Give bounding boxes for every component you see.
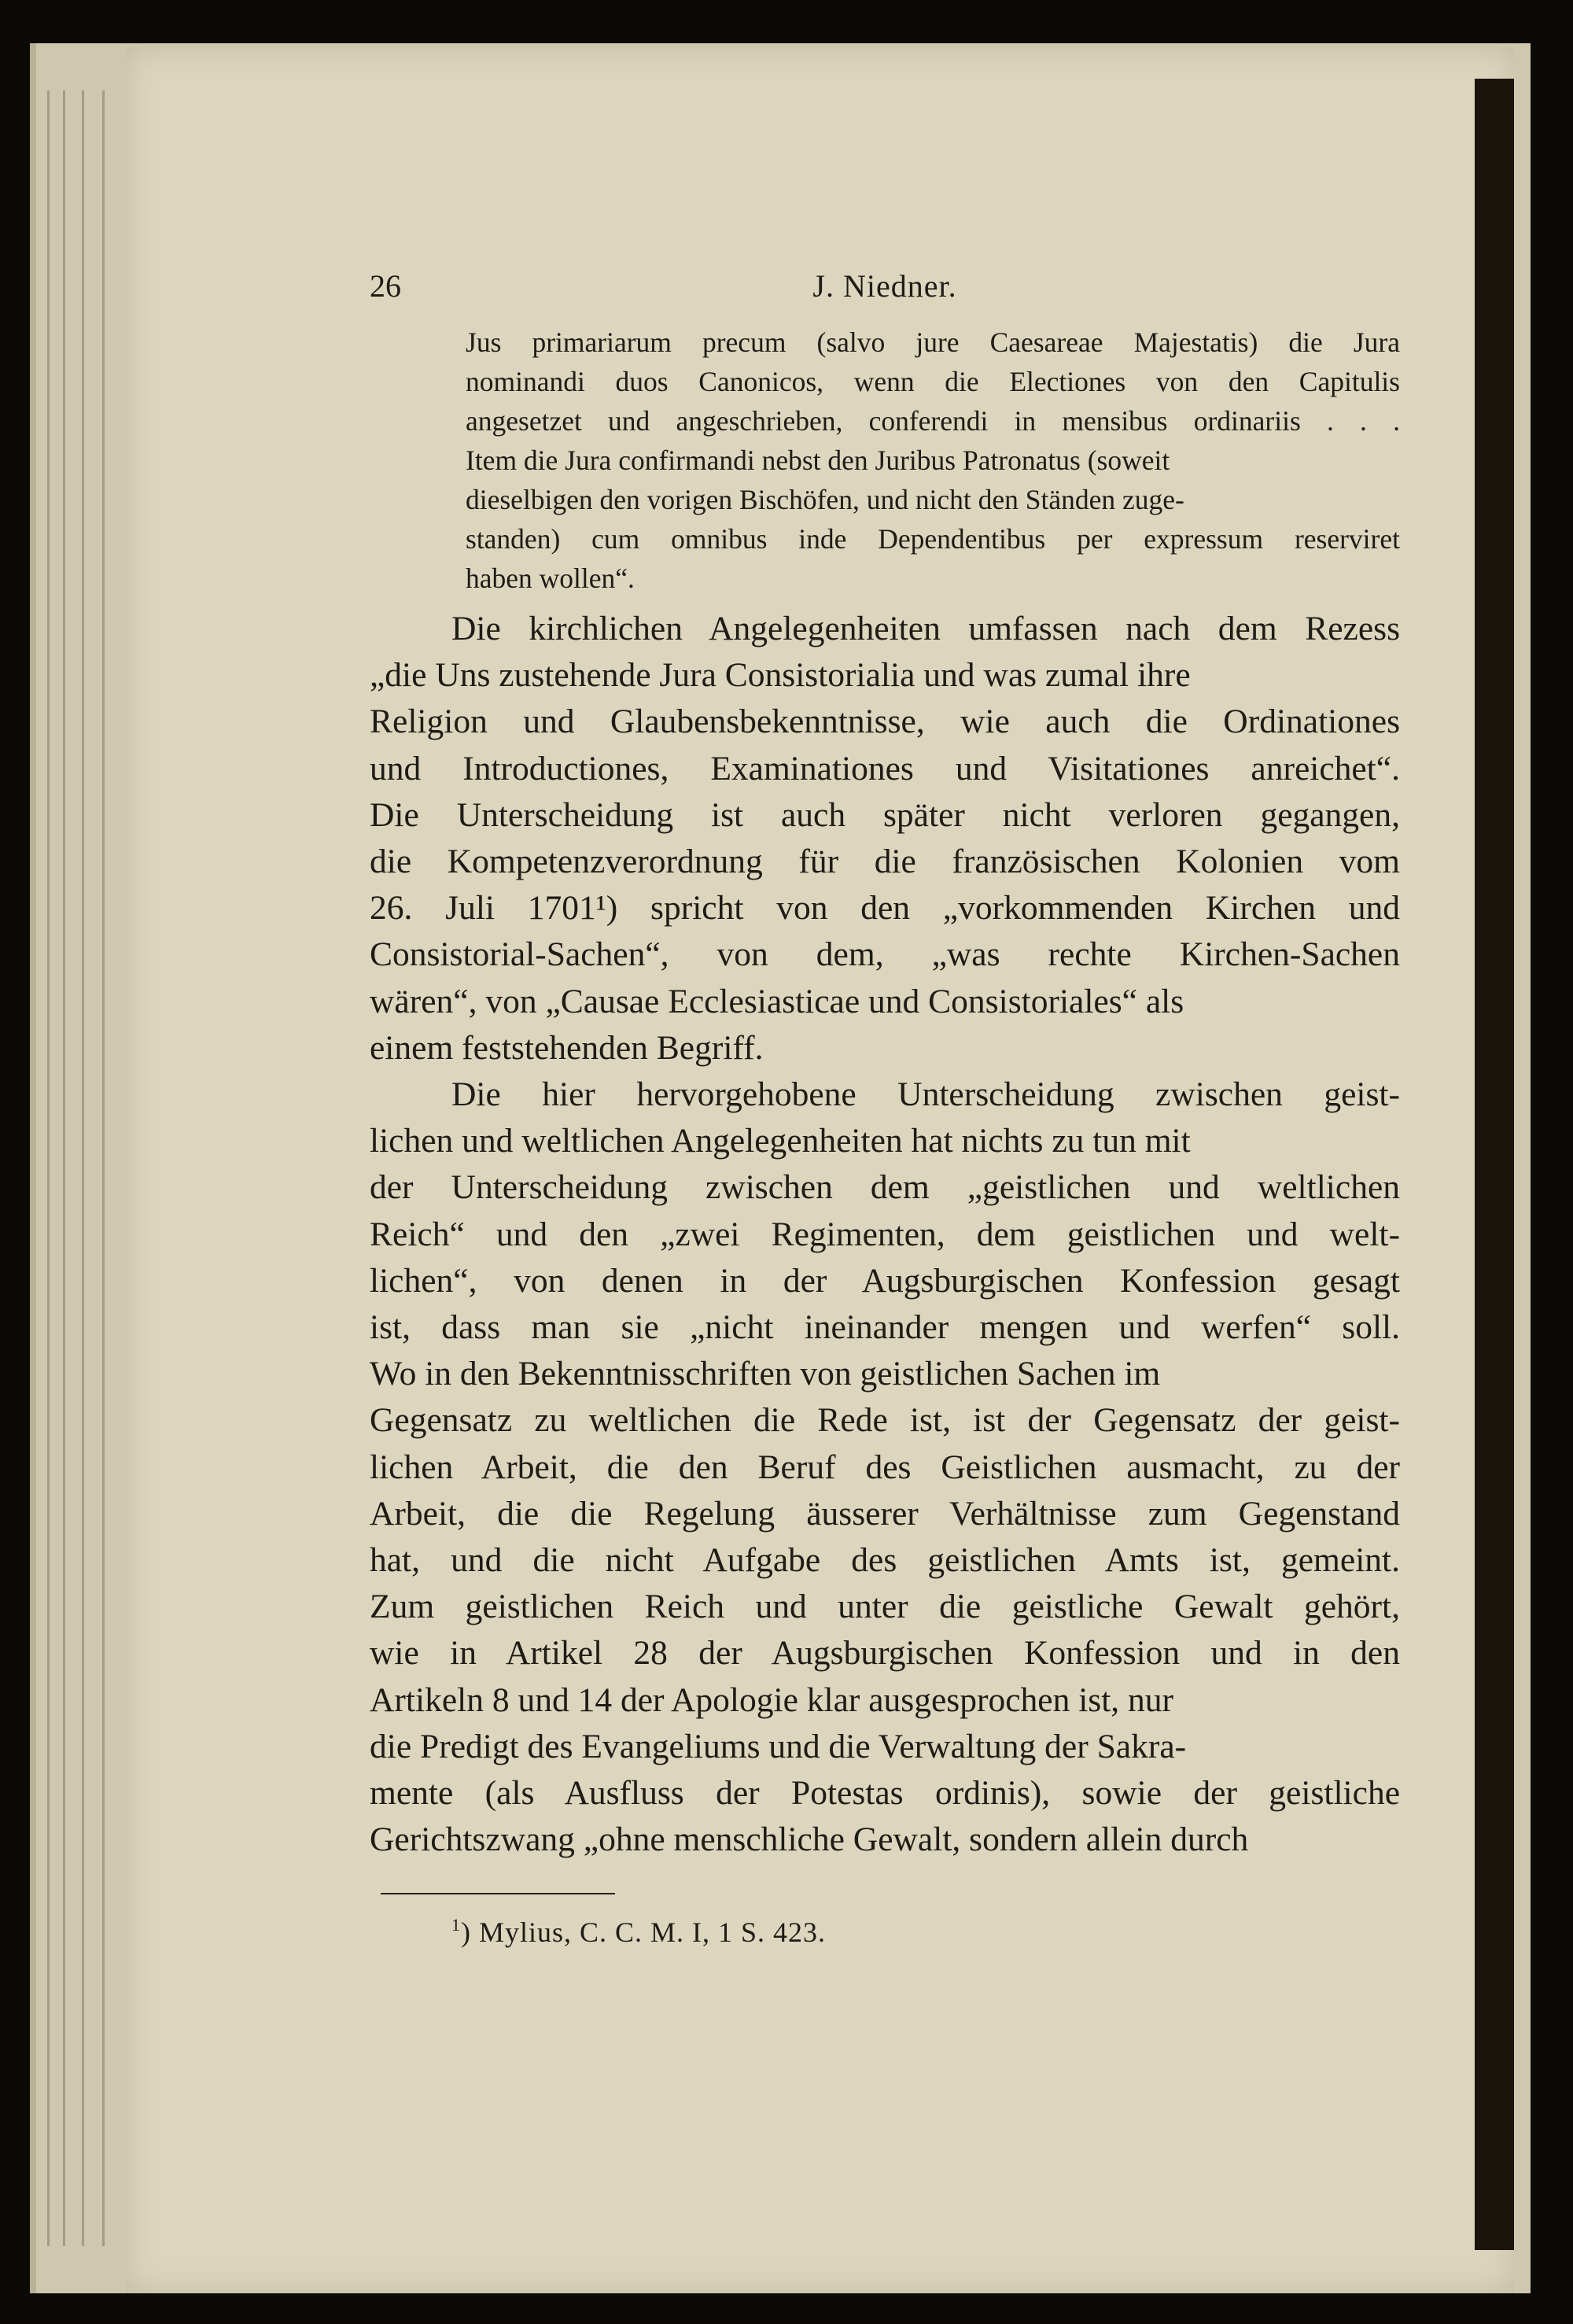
page-number: 26 xyxy=(370,268,401,304)
text-line: und Introductiones, Examinationes und Visitationes anreichet“. xyxy=(370,749,1400,788)
text-line: Gerichtszwang „ohne menschliche Gewalt, sondern allein durch xyxy=(370,1820,1249,1859)
text-line: ist, dass man sie „nicht ineinander mengen und werfen“ soll. xyxy=(370,1308,1400,1347)
text-line: 26. Juli 1701¹) spricht von den „vorkommenden Kirchen und xyxy=(370,889,1400,928)
text-line: hat, und die nicht Aufgabe des geistlichen Amts ist, gemeint. xyxy=(370,1541,1400,1580)
quote-line: Item die Jura confirmandi nebst den Juribus Patronatus (soweit xyxy=(466,445,1170,476)
paragraph-2 xyxy=(370,1072,1400,1863)
paragraph-1 xyxy=(370,606,1400,1072)
page-edge-line xyxy=(102,90,105,2246)
text-line: Religion und Glaubensbekenntnisse, wie auch die Ordinationes xyxy=(370,703,1400,741)
text-line: Reich“ und den „zwei Regimenten, dem geistlichen und welt- xyxy=(370,1215,1400,1253)
text-line: lichen“, von denen in der Augsburgischen Konfession gesagt xyxy=(370,1261,1400,1300)
text-line: die Predigt des Evangeliums und die Verwaltung der Sakra- xyxy=(370,1727,1187,1765)
page-edge-line xyxy=(47,90,50,2246)
text-line: lichen und weltlichen Angelegenheiten hat nichts zu tun mit xyxy=(370,1122,1191,1160)
text-line: wären“, von „Causae Ecclesiasticae und Consistoriales“ als xyxy=(370,982,1184,1020)
text-line: mente (als Ausfluss der Potestas ordinis), sowie der geistliche xyxy=(370,1774,1400,1813)
text-line: Arbeit, die die Regelung äusserer Verhältnisse zum Gegenstand xyxy=(370,1494,1400,1533)
text-line: „die Uns zustehende Jura Consistorialia und was zumal ihre xyxy=(370,656,1191,695)
footnote xyxy=(370,1915,1400,1949)
quote-line: angesetzet und angeschrieben, conferendi in mensibus ordinariis . . . xyxy=(466,405,1400,437)
footnote-marker: 1 xyxy=(451,1915,461,1935)
quote-line: nominandi duos Canonicos, wenn die Electiones von den Capitulis xyxy=(466,366,1400,397)
quote-line: dieselbigen den vorigen Bischöfen, und nicht den Ständen zuge- xyxy=(466,484,1184,515)
binding-gutter xyxy=(1475,79,1514,2250)
text-line: die Kompetenzverordnung für die französischen Kolonien vom xyxy=(370,843,1400,881)
text-line: lichen Arbeit, die den Beruf des Geistlichen ausmacht, zu der xyxy=(370,1448,1400,1486)
block-quote xyxy=(466,323,1400,598)
text-line: Artikeln 8 und 14 der Apologie klar ausgesprochen ist, nur xyxy=(370,1680,1174,1719)
text-line: Die kirchlichen Angelegenheiten umfassen nach dem Rezess xyxy=(451,610,1400,647)
text-line: wie in Artikel 28 der Augsburgischen Konfession und in den xyxy=(370,1634,1400,1673)
footnote-text: ) Mylius, C. C. M. I, 1 S. 423. xyxy=(461,1916,827,1949)
text-line: Wo in den Bekenntnisschriften von geistlichen Sachen im xyxy=(370,1355,1161,1393)
quote-line: Jus primariarum precum (salvo jure Caesareae Majestatis) die Jura xyxy=(466,326,1400,358)
text-line: einem feststehenden Begriff. xyxy=(370,1028,764,1067)
body-text xyxy=(370,606,1400,1863)
page-edge-line xyxy=(82,90,84,2246)
page-edge-line xyxy=(63,90,65,2246)
text-line: Die hier hervorgehobene Unterscheidung zwischen geist- xyxy=(451,1075,1400,1114)
page-header xyxy=(370,267,1400,323)
page-content xyxy=(370,267,1400,1949)
footnote-rule xyxy=(381,1893,615,1894)
text-line: der Unterscheidung zwischen dem „geistlichen und weltlichen xyxy=(370,1168,1400,1207)
running-head: J. Niedner. xyxy=(812,268,957,304)
quote-line: haben wollen“. xyxy=(466,563,635,594)
quote-line: standen) cum omnibus inde Dependentibus per expressum reserviret xyxy=(466,523,1400,555)
text-line: Gegensatz zu weltlichen die Rede ist, ist der Gegensatz der geist- xyxy=(370,1401,1400,1440)
text-line: Die Unterscheidung ist auch später nicht verloren gegangen, xyxy=(370,795,1400,834)
text-line: Consistorial-Sachen“, von dem, „was rechte Kirchen-Sachen xyxy=(370,935,1400,974)
text-line: Zum geistlichen Reich und unter die geistliche Gewalt gehört, xyxy=(370,1588,1400,1626)
